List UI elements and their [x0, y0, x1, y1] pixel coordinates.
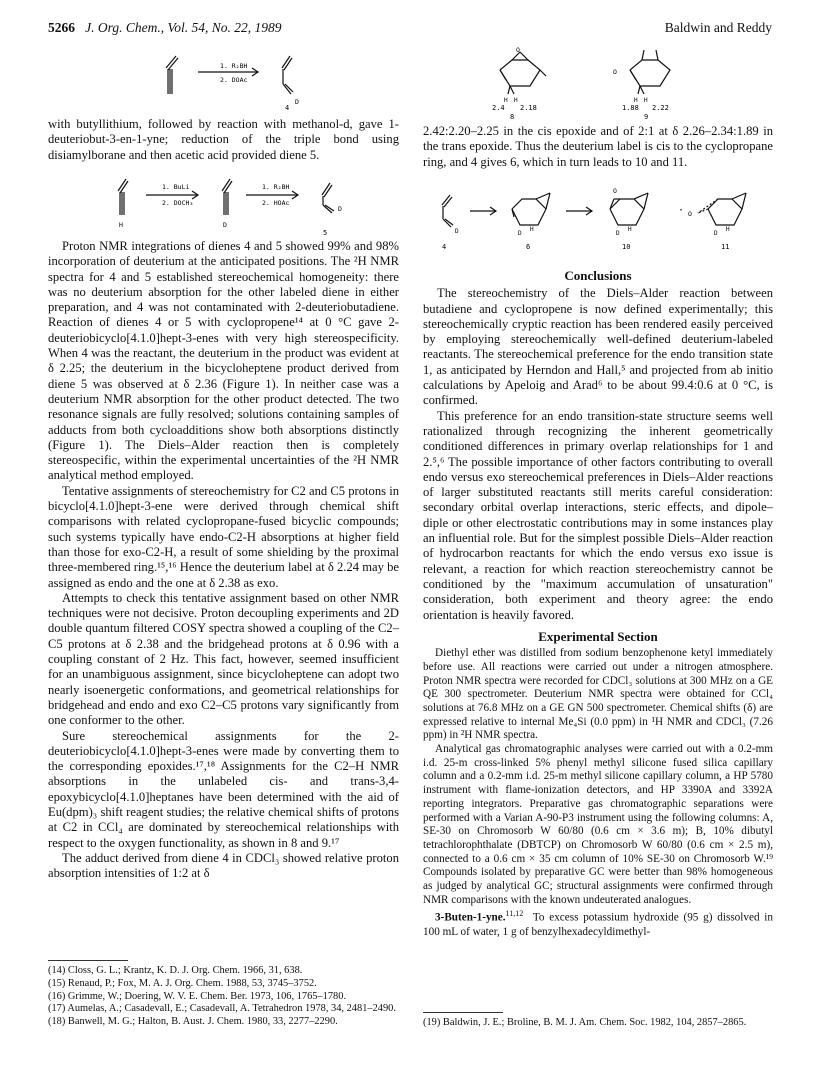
- footnotes-left: [48, 965, 399, 1029]
- reference: (16) Grimme, W.; Doering, W. V. E. Chem. Ber. 1973, 106, 1765–1780.: [48, 990, 347, 1002]
- compound-number: 8: [510, 113, 515, 120]
- section-title-experimental: Experimental Section: [538, 628, 658, 644]
- compound-number: 5: [323, 229, 328, 237]
- reagent-label: 1. BuLi: [162, 183, 190, 191]
- atom-label-h: H: [514, 97, 518, 104]
- atom-label-d: D: [338, 205, 342, 213]
- atom-label-d: D: [518, 230, 522, 237]
- paragraph-text: To excess potassium hydroxide (95 g) dissolved in 100 mL of water, 1 g of benzylhexadecyldimethyl-: [423, 912, 774, 938]
- compound-number: 4: [442, 243, 447, 251]
- reference: (14) Closs, G. L.; Krantz, K. D. J. Org. Chem. 1966, 31, 638.: [48, 965, 303, 976]
- atom-label-h: H: [530, 226, 534, 233]
- reagent-label: 2. DOCH₃: [162, 199, 194, 207]
- atom-label-h: H: [726, 226, 730, 233]
- paragraph: Analytical gas chromatographic analyses were carried out with a 0.2-mm i.d. 25-m cross-linked 5% phenyl methyl silicone fused silica capillary column and a 0.2-mm i.d. 25-m methyl silicone capillary column, a HP 5780 instrument with flame-ionization detectors, and HP 3390A and 3392A reporting integrators. Preparative gas chromatographic separations were performed with a Varian A-90-P3 instrument using the following columns: A, SE-30 on Chromosorb W 60/80 (0.6 cm × 3.6 m); B, 10% dibutyl tetrachlorophthalate (DBTCP) on Chromosorb W 60/80 (0.6 cm × 2.5 m), connected to a 0.6 cm × 35 cm column of 10% SE-30 on Chromosorb W.¹⁹ Compounds isolated by preparative GC were better than 98% homogeneous as judged by analytical GC; structural assignments were confirmed through NMR comparisons with the known undeuterated analogues.: [423, 743, 773, 906]
- atom-label-d: D: [455, 228, 459, 235]
- chemical-shift: 2.4: [492, 104, 505, 112]
- subsection-heading: 3-Buten-1-yne.: [435, 912, 506, 925]
- paragraph: Attempts to check this tentative assignment based on other NMR techniques were not decisive. Proton decoupling experiments and 2D double quantum filtered COSY spectra showed a coupling of the C2–C5 protons at δ 2.38 and the bridgehead protons at δ 0.96 with a coupling constant of 2 Hz. This fact, however, seemed insufficient for an unambiguous assignment, since bicycloheptene can adopt two nearly isoenergetic conformations, and geometrical relationships for bridgehead and endo and exo C2–C5 protons vary significantly from one conformer to the other.: [48, 590, 399, 728]
- page-number: 5266: [48, 20, 75, 35]
- paragraph: The stereochemistry of the Diels–Alder reaction between butadiene and cyclopropene is now defined experimentally; this stereochemically cryptic reaction has been rendered easily perceived by employing stereochemically well-defined deuterium-labeled reactants. The stereochemical preference for the endo transition state 1, as anticipated by Herndon and Hall,⁵ and projected from ab initio calculations by Apeloig and Arad⁶ to be about 99.4:0.6 at 0 °C, is confirmed.: [423, 286, 773, 408]
- reference: (17) Aumelas, A.; Casadevall, E.; Casadevall, A. Tetrahedron 1978, 34, 2481–2490.: [48, 1003, 396, 1015]
- reference: (15) Renaud, P.; Fox, M. A. J. Org. Chem. 1988, 53, 3745–3752.: [48, 977, 317, 989]
- reagent-label: 2. DOAc: [220, 76, 248, 84]
- running-authors: Baldwin and Reddy: [664, 20, 772, 35]
- atom-label-d: D: [714, 230, 718, 237]
- reagent-label: 2. HOAc: [262, 199, 290, 207]
- footnotes-right: [423, 1017, 773, 1030]
- right-column-main: [423, 262, 773, 940]
- compound-number: 10: [622, 243, 631, 251]
- paragraph: This preference for an endo transition-state structure seems well rationalized through recognizing the inherent geometrically conditioned differences in primary overlap relationships for 1 and 2.⁵,⁶ The possible importance of other factors contributing to overall endo versus exo stereochemical preferences in Diels–Alder reactions of larger substituted reactants still merits careful consideration: secondary orbital overlap interactions, steric effects, and dipole–diple or other electrostatic contributions may in some instances play an influential role. But for the simplest possible Diels–Alder reaction of hydrocarbon reactants for which the endo versus exo issue is relevant, a reaction for which reaction stereochemistry cannot be conditioned by the "maximum accumulation of unsaturation" consideration, both experiment and theory agree: the endo orientation is heavily favored.: [423, 408, 773, 622]
- paragraph: with butyllithium, followed by reaction with methanol-d, gave 1-deuteriobut-3-en-1-yne; reduction of the triple bond using disiamylborane and then acetic acid provided diene 5.: [48, 117, 399, 162]
- svg-text:·: ·: [678, 205, 685, 216]
- scheme-epoxides-8-9: [480, 46, 720, 120]
- paragraph: 2.42:2.20–2.25 in the cis epoxide and of 2:1 at δ 2.26–2.34:1.89 in the trans epoxide. Thus the deuterium label is cis to the cyclopropane ring, and 4 gives 6, which in turn leads to 10 and 11.: [423, 124, 773, 169]
- reference: (19) Baldwin, J. E.; Broline, B. M. J. Am. Chem. Soc. 1982, 104, 2857–2865.: [423, 1017, 747, 1028]
- reference: (18) Banwell, M. G.; Halton, B. Aust. J. Chem. 1980, 33, 2277–2290.: [48, 1016, 338, 1028]
- atom-label-d: D: [223, 221, 227, 229]
- footnote-rule: [48, 960, 128, 961]
- chemical-shift: 2.18: [520, 104, 537, 112]
- paragraph: Proton NMR integrations of dienes 4 and 5 showed 99% and 98% incorporation of deuterium at the anticipated positions. The ²H NMR spectra for 4 and 5 established stereochemical homogeneity: there was no deuterium absorption for the other labeled diene in either preparation, and 4 was not contaminated with 2-deuteriobutadiene. Reaction of dienes 4 or 5 with cyclopropene¹⁴ at 0 °C gave 2-deuteriobicyclo[4.1.0]hept-3-enes with very high stereospecificity. When 4 was the reactant, the deuterium in the product was evident at δ 2.25; the deuterium in the bicycloheptene product derived from diene 5 was observed at δ 2.36 (Figure 1). In neither case was a deuterium NMR absorption for the other product detected. The two resonance signals are fully resolved; solutions containing samples of adducts from both cycloadditions show both absorptions distinctly (Figure 1). The Diels–Alder reaction then is completely stereospecific, within the experimental uncertainties of the ²H NMR analytical method employed.: [48, 239, 399, 483]
- compound-number: 4: [285, 104, 290, 110]
- left-column-top: [48, 117, 399, 163]
- reagent-label: 1. R₂BH: [220, 62, 248, 70]
- atom-label-h: H: [119, 221, 123, 229]
- citation-superscript: 11,12: [505, 909, 524, 919]
- atom-label-h: H: [644, 97, 648, 104]
- scheme-4-6-10-11: [428, 183, 773, 255]
- footnote-rule: [423, 1012, 503, 1013]
- reagent-label: 1. R₂BH: [262, 183, 290, 191]
- compound-number: 6: [526, 243, 531, 251]
- chemical-shift: 2.22: [652, 104, 669, 112]
- section-title-conclusions: Conclusions: [564, 268, 632, 283]
- atom-label-h: H: [628, 226, 632, 233]
- journal-citation: J. Org. Chem., Vol. 54, No. 22, 1989: [85, 20, 282, 35]
- atom-label-o: O: [613, 187, 617, 195]
- atom-label-h: H: [504, 97, 508, 104]
- chemical-shift: 1.88: [622, 104, 639, 112]
- compound-number: 11: [721, 243, 730, 251]
- atom-label-o: O: [688, 210, 692, 218]
- left-column-main: [48, 239, 399, 881]
- scheme-diene-5: [112, 175, 362, 237]
- paragraph: Diethyl ether was distilled from sodium benzophenone ketyl immediately before use. All reactions were carried out under a nitrogen atmosphere. Proton NMR spectra were recorded for CDCl₃ solutions at 300 MHz on a GE QE 300 spectrometer. Deuterium NMR spectra were obtained for CCl₄ solutions at 76.8 MHz on a GE GN 500 spectrometer. Chemical shifts (δ) are expressed relative to internal Me₄Si (0.0 ppm) in ¹H NMR and CDCl₃ (7.26 ppm) in ²H NMR spectra.: [423, 647, 773, 742]
- scheme-hydroboration-4: [158, 52, 308, 110]
- paragraph: Sure stereochemical assignments for the 2-deuteriobicyclo[4.1.0]hept-3-enes were made by converting them to the corresponding epoxides.¹⁷,¹⁸ Assignments for the C2–H NMR absorptions in the unlabeled cis- and trans-3,4-epoxybicyclo[4.1.0]heptanes have been determined with the aid of Eu(dpm)₃ shift reagent studies; the relative chemical shifts of protons at C2 in CCl₄ are dominated by stereochemical relationships with respect to the oxygen functionality, as shown in 8 and 9.¹⁷: [48, 728, 399, 850]
- atom-label-d: D: [295, 98, 299, 106]
- paragraph: Tentative assignments of stereochemistry for C2 and C5 protons in bicyclo[4.1.0]hept-3-ene were derived through chemical shift comparisons with related cyclopropane-fused bicyclic compounds; such systems typically have endo-C2-H absorptions at higher field than those for exo-C2-H, a result of some shielding by the proximal three-membered ring.¹⁵,¹⁶ Hence the deuterium label at δ 2.24 may be assigned as endo and the one at δ 2.38 as exo.: [48, 483, 399, 590]
- atom-label-h: H: [634, 97, 638, 104]
- page-header: [48, 20, 772, 40]
- compound-number: 9: [644, 113, 649, 120]
- atom-label-o: O: [516, 46, 520, 54]
- atom-label-d: D: [616, 230, 620, 237]
- paragraph: The adduct derived from diene 4 in CDCl₃ showed relative proton absorption intensities of 1:2 at δ: [48, 850, 399, 881]
- right-column-top: [423, 124, 773, 170]
- atom-label-o: O: [613, 68, 617, 76]
- paragraph: [423, 907, 773, 939]
